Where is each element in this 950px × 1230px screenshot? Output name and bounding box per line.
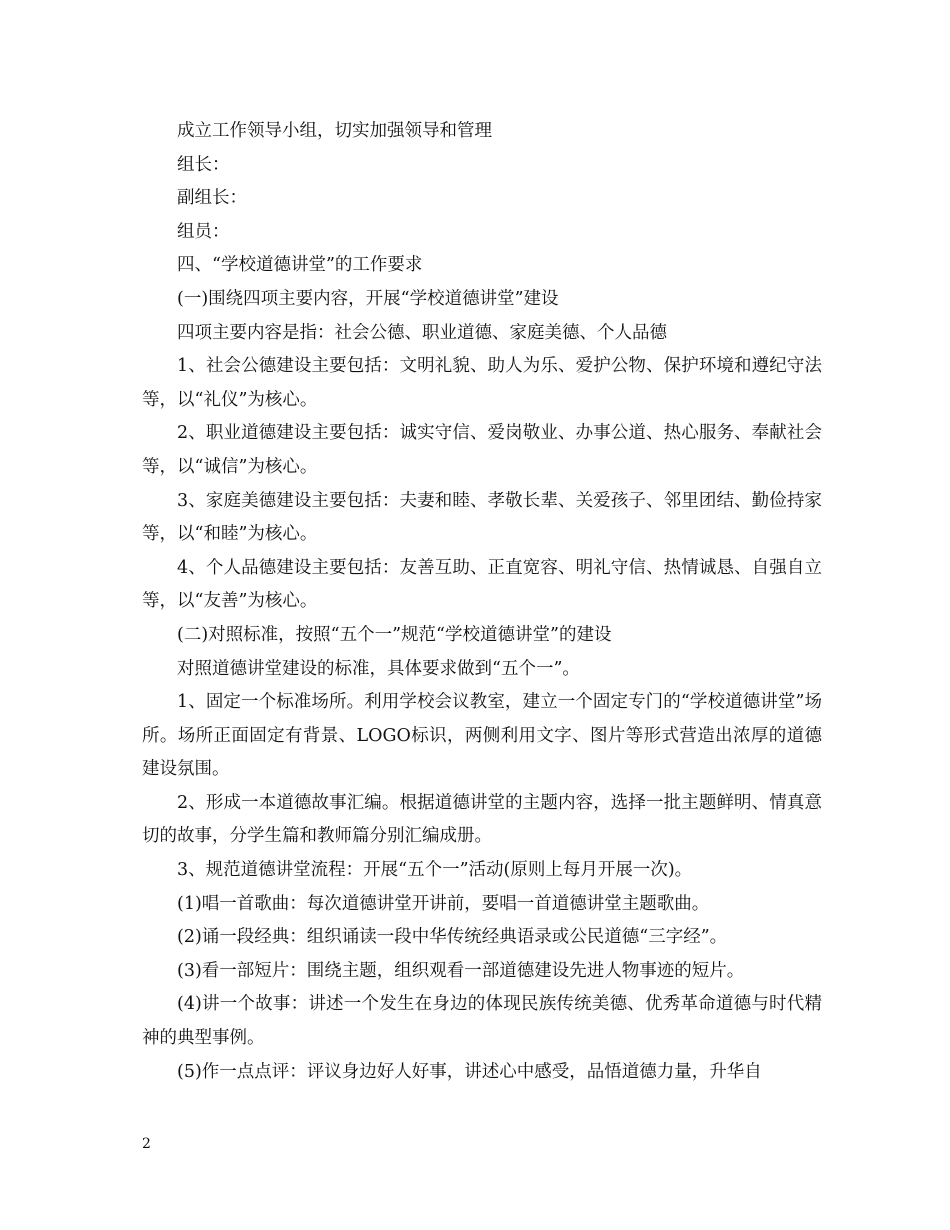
paragraph-deputy-leader: 副组长： xyxy=(177,188,247,209)
paragraph-five-ones-intro: 对照道德讲堂建设的标准，具体要求做到“五个一”。 xyxy=(177,658,580,679)
paragraph-four-contents-summary: 四项主要内容是指：社会公德、职业道德、家庭美德、个人品德 xyxy=(177,322,667,343)
list-item-watch-film: (3)看一部短片：围绕主题，组织观看一部道德建设先进人物事迹的短片。 xyxy=(177,960,745,981)
list-item-story-collection: 2、形成一本道德故事汇编。根据道德讲堂的主题内容，选择一批主题鲜明、情真意切的故事，分学生篇和教师篇分别汇编成册。 xyxy=(142,792,822,847)
subheading-four-contents: (一)围绕四项主要内容，开展“学校道德讲堂”建设 xyxy=(177,288,559,309)
paragraph-leadership-group: 成立工作领导小组，切实加强领导和管理 xyxy=(177,121,492,141)
document-body xyxy=(142,115,822,1089)
subheading-five-ones-standard: (二)对照标准，按照“五个一”规范“学校道德讲堂”的建设 xyxy=(177,624,612,645)
list-item-recite-classic: (2)诵一段经典：组织诵读一段中华传统经典语录或公民道德“三字经”。 xyxy=(177,927,728,948)
section-heading-work-requirements: 四、“学校道德讲堂”的工作要求 xyxy=(177,255,423,276)
paragraph-group-leader: 组长： xyxy=(177,154,230,175)
list-item-family-virtues: 3、家庭美德建设主要包括：夫妻和睦、孝敬长辈、关爱孩子、邻里团结、勤俭持家等，以“和睦”为核心。 xyxy=(142,490,822,545)
list-item-sing-song: (1)唱一首歌曲：每次道德讲堂开讲前，要唱一首道德讲堂主题歌曲。 xyxy=(177,893,710,914)
list-item-standard-procedure: 3、规范道德讲堂流程：开展“五个一”活动(原则上每月开展一次)。 xyxy=(177,860,693,881)
list-item-give-comment: (5)作一点点评：评议身边好人好事，讲述心中感受，品悟道德力量，升华自 xyxy=(177,1061,762,1082)
list-item-professional-ethics: 2、职业道德建设主要包括：诚实守信、爱岗敬业、办事公道、热心服务、奉献社会等，以“诚信”为核心。 xyxy=(142,423,822,477)
list-item-fixed-venue: 1、固定一个标准场所。利用学校会议教室，建立一个固定专门的“学校道德讲堂”场所。场所正面固定有背景、LOGO标识，两侧利用文字、图片等形式营造出浓厚的道德建设氛围。 xyxy=(142,692,822,780)
list-item-tell-story: (4)讲一个故事：讲述一个发生在身边的体现民族传统美德、优秀革命道德与时代精神的典型事例。 xyxy=(142,994,822,1049)
list-item-social-morality: 1、社会公德建设主要包括：文明礼貌、助人为乐、爱护公物、保护环境和遵纪守法等，以“礼仪”为核心。 xyxy=(142,356,822,410)
list-item-personal-morality: 4、个人品德建设主要包括：友善互助、正直宽容、明礼守信、热情诚恳、自强自立等，以“友善”为核心。 xyxy=(142,557,822,612)
paragraph-members: 组员： xyxy=(177,221,230,242)
page-number: 2 xyxy=(142,1136,151,1152)
